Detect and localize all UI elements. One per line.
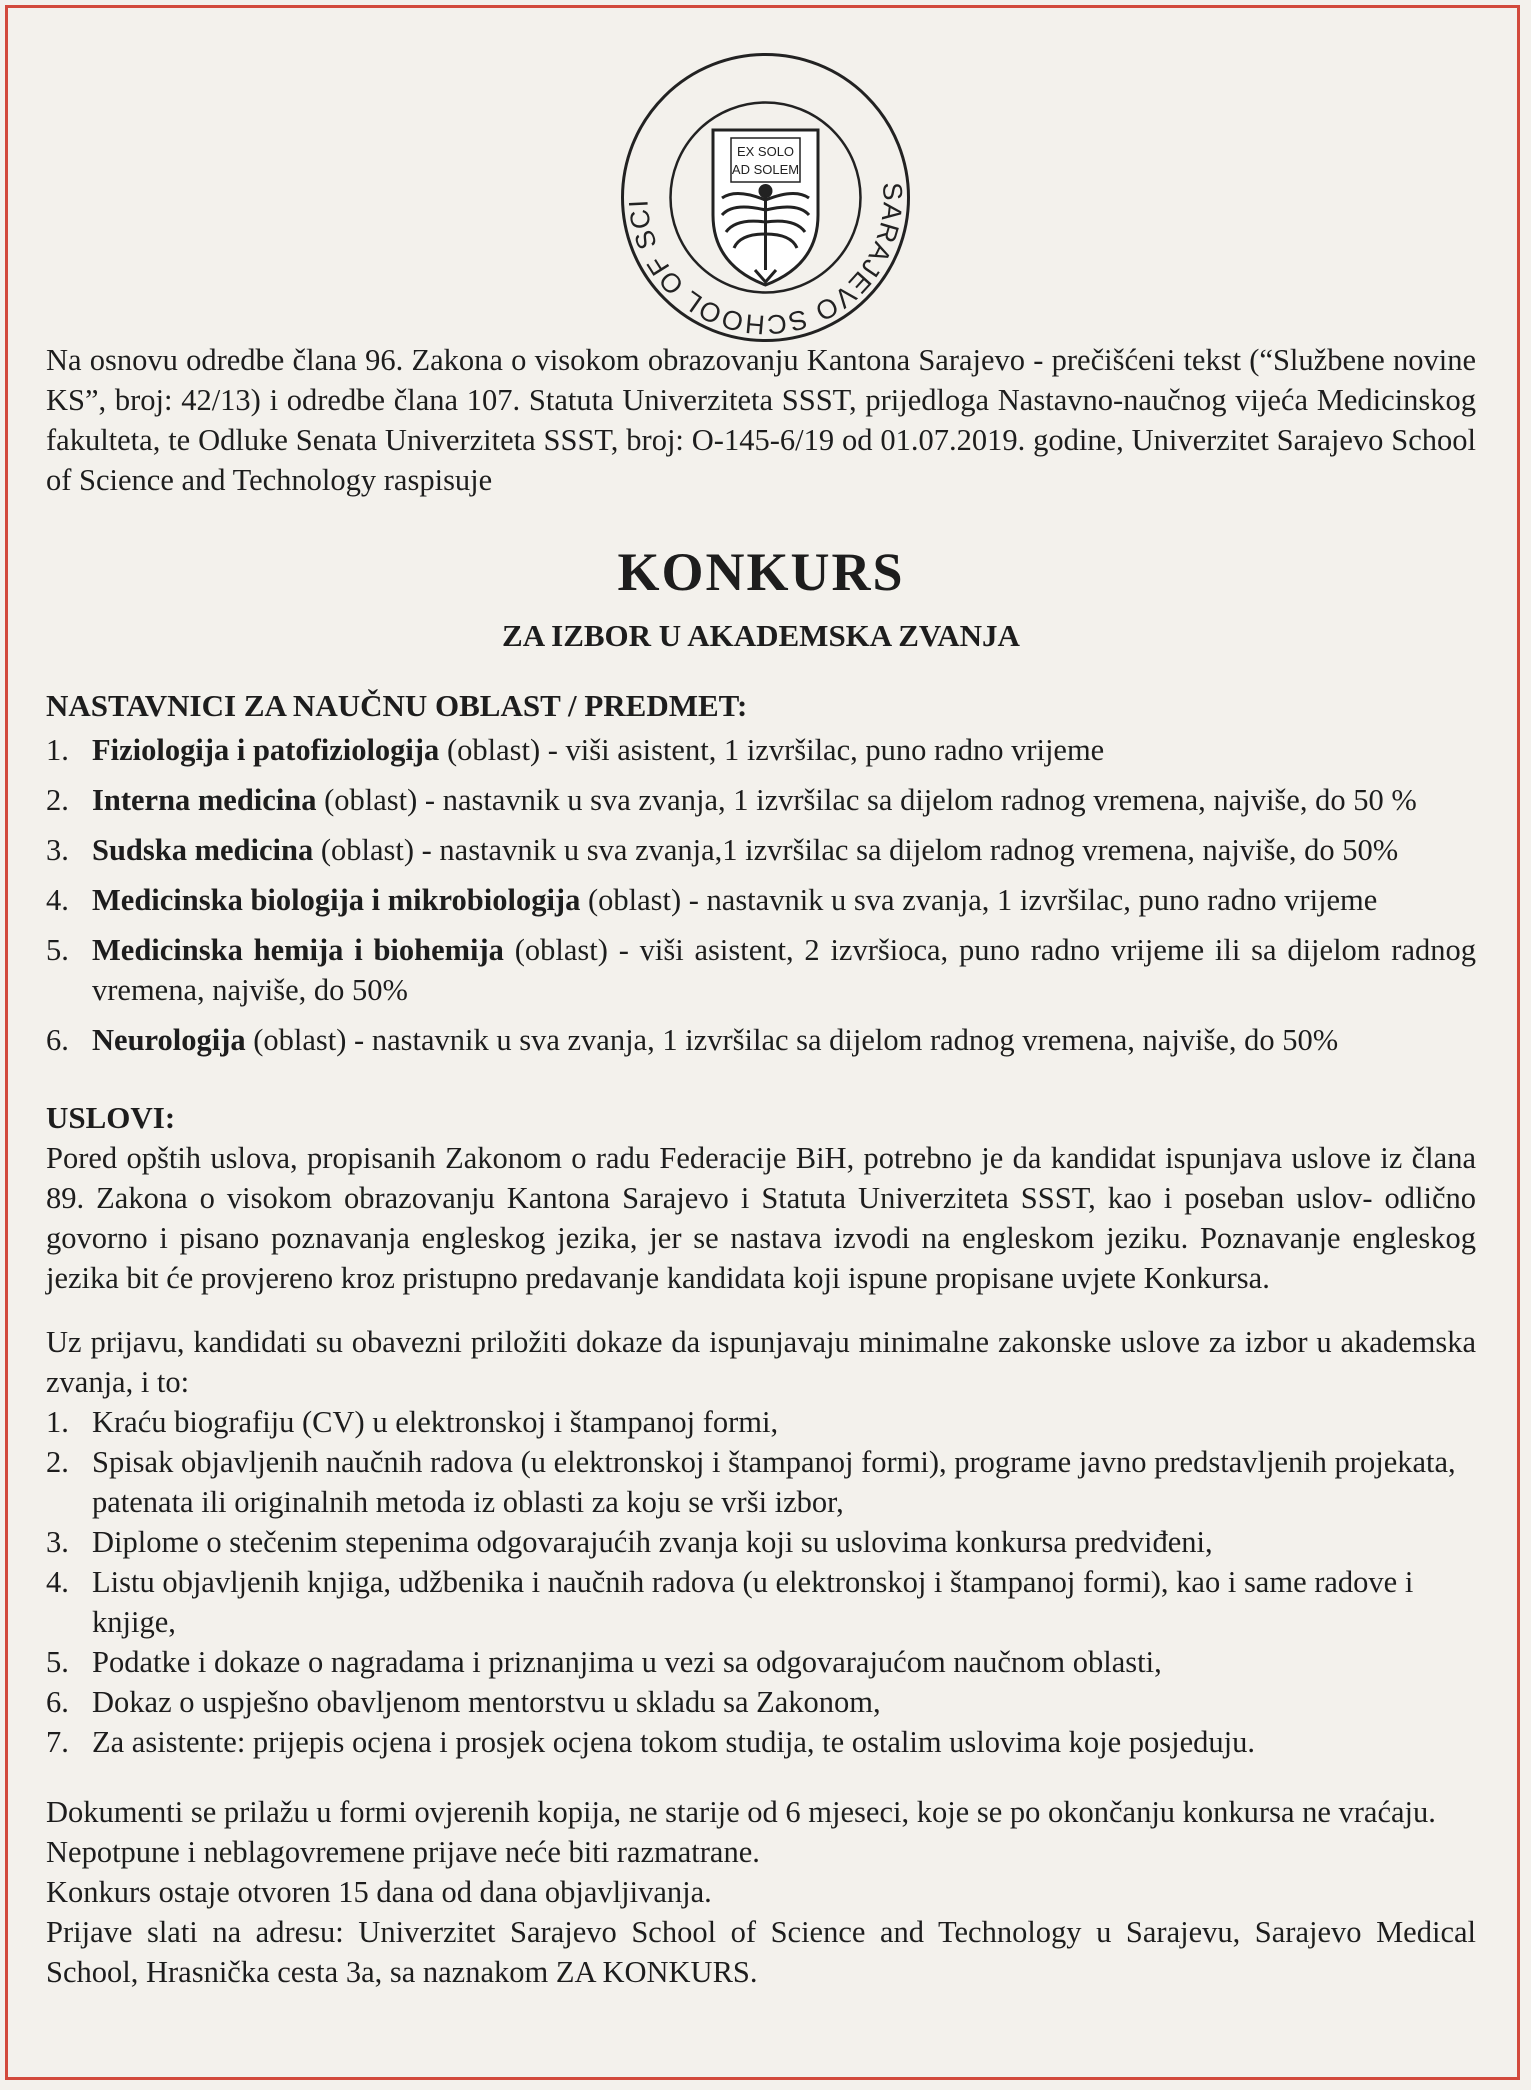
item-number: 4. bbox=[46, 1565, 69, 1599]
document-item-text: Dokaz o uspješno obavljenom mentorstvu u skladu sa Zakonom, bbox=[92, 1685, 881, 1719]
position-desc: (oblast) - nastavnik u sva zvanja, 1 izvršilac sa dijelom radnog vremena, najviše, do 50% bbox=[245, 1023, 1339, 1057]
positions-heading: NASTAVNICI ZA NAUČNU OBLAST / PREDMET: bbox=[46, 688, 748, 723]
document-subtitle: ZA IZBOR U AKADEMSKA ZVANJA bbox=[502, 618, 1020, 653]
item-number: 2. bbox=[46, 1445, 69, 1479]
closing-section bbox=[46, 1792, 1476, 1992]
position-name: Medicinska biologija i mikrobiologija bbox=[92, 883, 581, 917]
document-item-text: Diplome o stečenim stepenima odgovarajućih zvanja koji su uslovima konkursa predviđeni, bbox=[92, 1525, 1213, 1559]
document-body bbox=[46, 340, 1476, 1992]
item-number: 1. bbox=[46, 733, 69, 767]
list-item bbox=[46, 1402, 1476, 1442]
documents-list bbox=[46, 1402, 1476, 1762]
position-desc: (oblast) - viši asistent, 2 izvršioca, puno radno vrijeme ili sa dijelom radnog vremena, najviše, do 50% bbox=[92, 933, 1476, 1007]
document-title: KONKURS bbox=[617, 542, 905, 602]
closing-line: Konkurs ostaje otvoren 15 dana od dana objavljivanja. bbox=[46, 1875, 712, 1909]
closing-line: Nepotpune i neblagovremene prijave neće biti razmatrane. bbox=[46, 1835, 760, 1869]
position-name: Fiziologija i patofiziologija bbox=[92, 733, 440, 767]
item-number: 5. bbox=[46, 1645, 69, 1679]
list-item bbox=[46, 1442, 1476, 1522]
list-item bbox=[46, 730, 1476, 770]
list-item bbox=[46, 780, 1476, 820]
item-number: 6. bbox=[46, 1685, 69, 1719]
position-desc: (oblast) - nastavnik u sva zvanja, 1 izvršilac, puno radno vrijeme bbox=[580, 883, 1378, 917]
item-number: 2. bbox=[46, 783, 69, 817]
closing-line: Dokumenti se prilažu u formi ovjerenih kopija, ne starije od 6 mjeseci, koje se po okončanju konkursa ne vraćaju. bbox=[46, 1795, 1436, 1829]
item-number: 6. bbox=[46, 1023, 69, 1057]
closing-line: Prijave slati na adresu: Univerzitet Sarajevo School of Science and Technology u Sarajevu, Sarajevo Medical School, Hrasnička cesta 3a, sa naznakom ZA KONKURS. bbox=[46, 1915, 1476, 1989]
document-item-text: Podatke i dokaze o nagradama i priznanjima u vezi sa odgovarajućom naučnom oblasti, bbox=[92, 1645, 1162, 1679]
logo-ring-text: SARAJEVO SCHOOL OF SCI bbox=[623, 181, 908, 340]
ssst-seal-icon bbox=[618, 50, 913, 345]
list-item bbox=[46, 1722, 1476, 1762]
ssst-logo bbox=[618, 50, 913, 345]
position-name: Interna medicina bbox=[92, 783, 317, 817]
item-number: 3. bbox=[46, 833, 69, 867]
document-item-text: Kraću biografiju (CV) u elektronskoj i štampanoj formi, bbox=[92, 1405, 779, 1439]
document-item-text: Spisak objavljenih naučnih radova (u elektronskoj i štampanoj formi), programe javno predstavljenih projekata, patenata ili originalnih metoda iz oblasti za koju se vrši izbor, bbox=[92, 1445, 1456, 1519]
position-name: Sudska medicina bbox=[92, 833, 314, 867]
position-desc: (oblast) - nastavnik u sva zvanja, 1 izvršilac sa dijelom radnog vremena, najviše, do 50 % bbox=[316, 783, 1417, 817]
position-name: Medicinska hemija i biohemija bbox=[92, 933, 504, 967]
position-desc: (oblast) - viši asistent, 1 izvršilac, puno radno vrijeme bbox=[439, 733, 1105, 767]
list-item bbox=[46, 930, 1476, 1010]
positions-list bbox=[46, 730, 1476, 1060]
conditions-heading: USLOVI: bbox=[46, 1100, 176, 1135]
position-name: Neurologija bbox=[92, 1023, 246, 1057]
list-item bbox=[46, 1682, 1476, 1722]
logo-motto-line2: AD SOLEM bbox=[731, 162, 800, 177]
list-item bbox=[46, 880, 1476, 920]
conditions-paragraph: Pored opštih uslova, propisanih Zakonom o radu Federacije BiH, potrebno je da kandidat ispunjava uslove iz člana 89. Zakona o visokom obrazovanju Kantona Sarajevo i Statuta Univerziteta SSST, kao i poseban uslov- odlično govorno i pisano poznavanja engleskog jezika, jer se nastava izvodi na engleskom jeziku. Poznavanje engleskog jezika bit će provjereno kroz pristupno predavanje kandidata koji ispune propisane uvjete Konkursa. bbox=[46, 1141, 1476, 1295]
item-number: 3. bbox=[46, 1525, 69, 1559]
document-item-text: Listu objavljenih knjiga, udžbenika i naučnih radova (u elektronskoj i štampanoj formi), kao i same radove i knjige, bbox=[92, 1565, 1414, 1639]
item-number: 5. bbox=[46, 933, 69, 967]
list-item bbox=[46, 1562, 1476, 1642]
documents-intro: Uz prijavu, kandidati su obavezni priložiti dokaze da ispunjavaju minimalne zakonske uslove za izbor u akademska zvanja, i to: bbox=[46, 1325, 1476, 1399]
list-item bbox=[46, 1642, 1476, 1682]
item-number: 1. bbox=[46, 1405, 69, 1439]
position-desc: (oblast) - nastavnik u sva zvanja,1 izvršilac sa dijelom radnog vremena, najviše, do 50% bbox=[313, 833, 1399, 867]
item-number: 4. bbox=[46, 883, 69, 917]
intro-paragraph: Na osnovu odredbe člana 96. Zakona o visokom obrazovanju Kantona Sarajevo - prečišćeni tekst (“Službene novine KS”, broj: 42/13) i odredbe člana 107. Statuta Univerziteta SSST, prijedloga Nastavno-naučnog vijeća Medicinskog fakulteta, te Odluke Senata Univerziteta SSST, broj: O-145-6/19 od 01.07.2019. godine, Univerzitet Sarajevo School of Science and Technology raspisuje bbox=[46, 343, 1476, 497]
list-item bbox=[46, 1522, 1476, 1562]
item-number: 7. bbox=[46, 1725, 69, 1759]
document-item-text: Za asistente: prijepis ocjena i prosjek ocjena tokom studija, te ostalim uslovima koje posjeduju. bbox=[92, 1725, 1255, 1759]
logo-motto-line1: EX SOLO bbox=[736, 144, 795, 159]
list-item bbox=[46, 1020, 1476, 1060]
list-item bbox=[46, 830, 1476, 870]
